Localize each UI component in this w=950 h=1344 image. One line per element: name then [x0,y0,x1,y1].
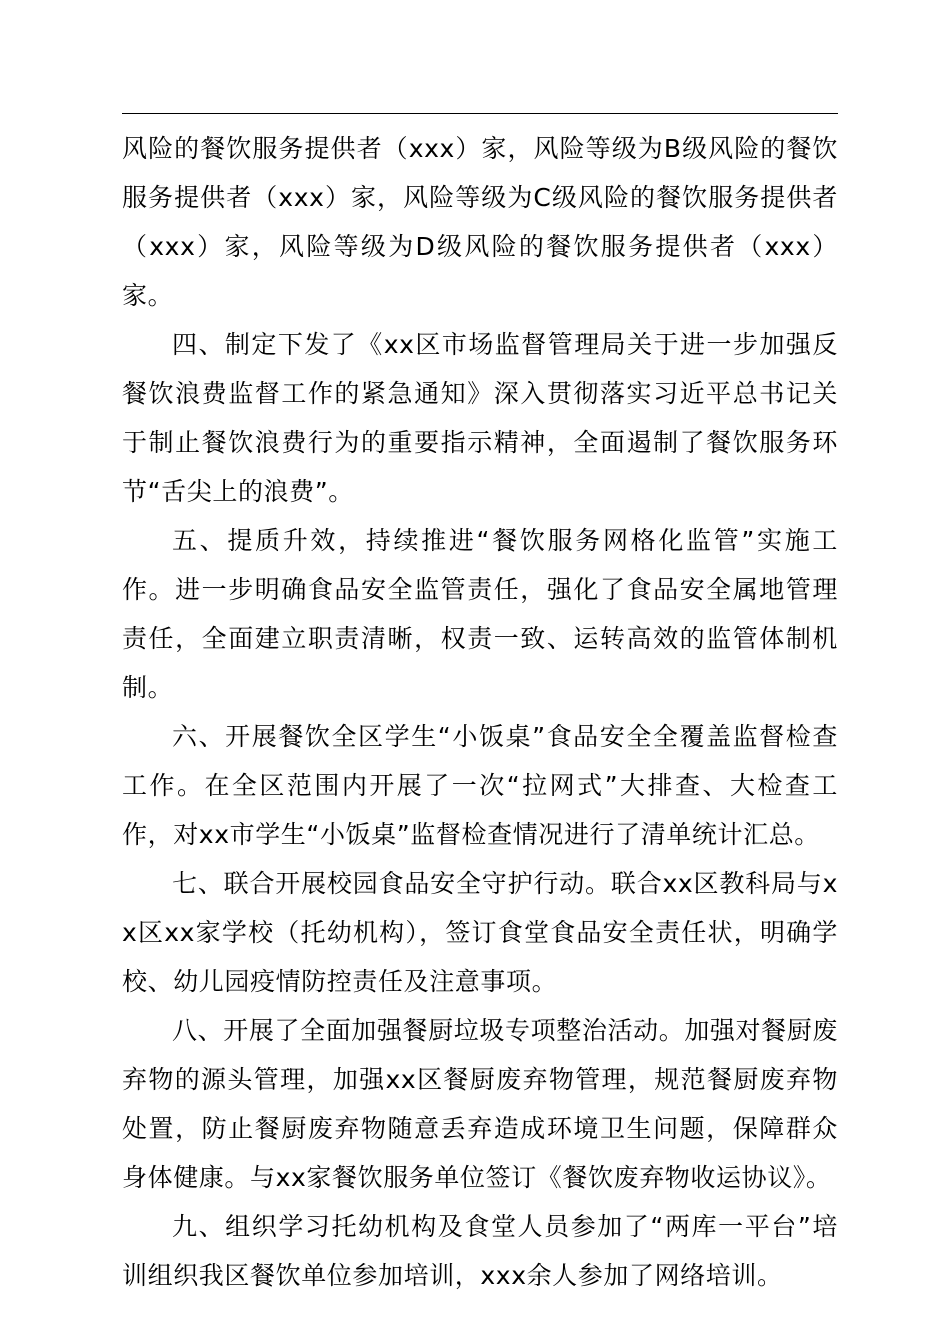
paragraph-item-6: 六、开展餐饮全区学生“小饭桌”食品安全全覆盖监督检查工作。在全区范围内开展了一次“拉网式”大排查、大检查工作，对xx市学生“小饭桌”监督检查情况进行了清单统计汇总。 [122,722,838,849]
paragraph-item-8: 八、开展了全面加强餐厨垃圾专项整治活动。加强对餐厨废弃物的源头管理，加强xx区餐厨废弃物管理，规范餐厨废弃物处置，防止餐厨废弃物随意丢弃造成环境卫生问题，保障群众身体健康。与xx家餐饮服务单位签订《餐饮废弃物收运协议》。 [122,1016,838,1192]
paragraph-item-5: 五、提质升效，持续推进“餐饮服务网格化监管”实施工作。进一步明确食品安全监管责任，强化了食品安全属地管理责任，全面建立职责清晰，权责一致、运转高效的监管体制机制。 [122,526,838,702]
header-rule [122,113,838,114]
paragraph-item-9: 九、组织学习托幼机构及食堂人员参加了“两库一平台”培训组织我区餐饮单位参加培训，xxx余人参加了网络培训。 [122,1212,838,1290]
body-text [122,124,838,1300]
paragraph-item-7: 七、联合开展校园食品安全守护行动。联合xx区教科局与xx区xx家学校（托幼机构），签订食堂食品安全责任状，明确学校、幼儿园疫情防控责任及注意事项。 [122,869,838,996]
paragraph-item-4: 四、制定下发了《xx区市场监督管理局关于进一步加强反餐饮浪费监督工作的紧急通知》深入贯彻落实习近平总书记关于制止餐饮浪费行为的重要指示精神，全面遏制了餐饮服务环节“舌尖上的浪费”。 [122,330,838,506]
paragraph-risk-levels: 风险的餐饮服务提供者（xxx）家，风险等级为B级风险的餐饮服务提供者（xxx）家，风险等级为C级风险的餐饮服务提供者（xxx）家，风险等级为D级风险的餐饮服务提供者（xxx）家。 [122,134,838,310]
